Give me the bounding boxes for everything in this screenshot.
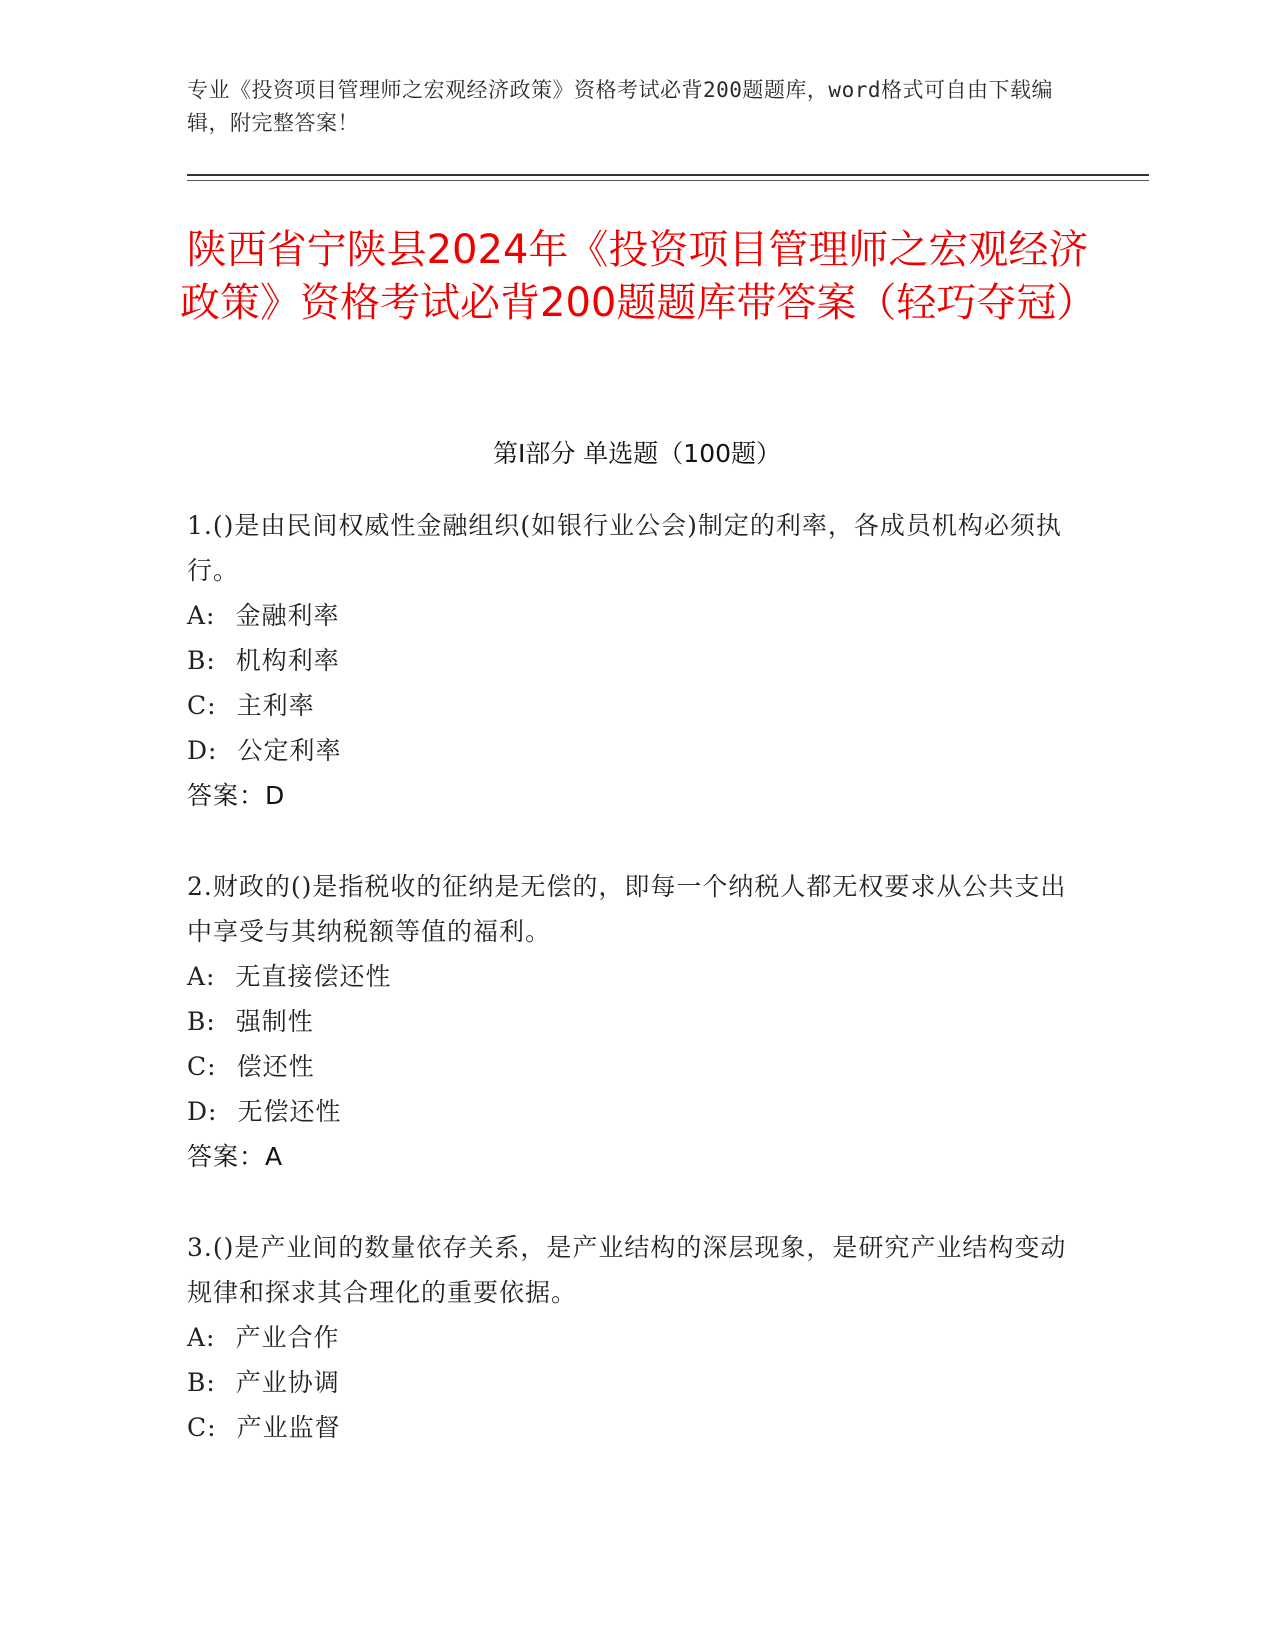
question-option-c — [187, 683, 1067, 728]
option-label: D: — [187, 736, 218, 765]
option-text: 偿还性 — [236, 1052, 315, 1081]
question-2 — [187, 864, 1067, 1179]
question-answer: 答案：D — [187, 781, 286, 810]
question-3 — [187, 1225, 1067, 1450]
question-option-d — [187, 728, 1067, 773]
question-option-b — [187, 638, 1067, 683]
question-option-a — [187, 954, 1067, 999]
option-text: 金融利率 — [235, 601, 340, 630]
option-text: 机构利率 — [235, 646, 340, 675]
option-text: 无偿还性 — [237, 1097, 342, 1126]
option-text: 产业监督 — [236, 1413, 341, 1442]
option-label: A: — [187, 962, 216, 991]
question-option-a — [187, 1315, 1067, 1360]
section-title: 第I部分 单选题（100题） — [492, 439, 782, 468]
question-option-b — [187, 999, 1067, 1044]
question-stem: 2.财政的()是指税收的征纳是无偿的，即每一个纳税人都无权要求从公共支出中享受与其纳税额等值的福利。 — [187, 872, 1067, 946]
question-1 — [187, 503, 1067, 818]
option-text: 无直接偿还性 — [235, 962, 392, 991]
option-label: B: — [187, 1368, 216, 1397]
question-stem: 1.()是由民间权威性金融组织(如银行业公会)制定的利率，各成员机构必须执行。 — [187, 511, 1062, 585]
header-divider-thick — [187, 174, 1149, 176]
question-stem: 3.()是产业间的数量依存关系，是产业结构的深层现象，是研究产业结构变动规律和探求其合理化的重要依据。 — [187, 1233, 1067, 1307]
question-option-c — [187, 1044, 1067, 1089]
option-label: D: — [187, 1097, 218, 1126]
option-text: 强制性 — [235, 1007, 314, 1036]
question-option-d — [187, 1089, 1067, 1134]
question-option-b — [187, 1360, 1067, 1405]
document-title: 陕西省宁陕县2024年《投资项目管理师之宏观经济政策》资格考试必背200题题库带答案（轻巧夺冠） — [180, 227, 1097, 326]
option-text: 公定利率 — [237, 736, 342, 765]
question-option-c — [187, 1405, 1067, 1450]
option-label: A: — [187, 1323, 216, 1352]
option-label: B: — [187, 646, 216, 675]
option-label: C: — [187, 691, 217, 720]
option-label: C: — [187, 1413, 217, 1442]
option-label: B: — [187, 1007, 216, 1036]
option-label: C: — [187, 1052, 217, 1081]
question-option-a — [187, 593, 1067, 638]
option-text: 产业合作 — [235, 1323, 340, 1352]
option-text: 产业协调 — [235, 1368, 340, 1397]
header-note: 专业《投资项目管理师之宏观经济政策》资格考试必背200题题库，word格式可自由下载编辑，附完整答案！ — [187, 78, 1053, 135]
header-divider-thin — [187, 180, 1149, 181]
question-answer: 答案：A — [187, 1142, 284, 1171]
option-label: A: — [187, 601, 216, 630]
option-text: 主利率 — [236, 691, 315, 720]
